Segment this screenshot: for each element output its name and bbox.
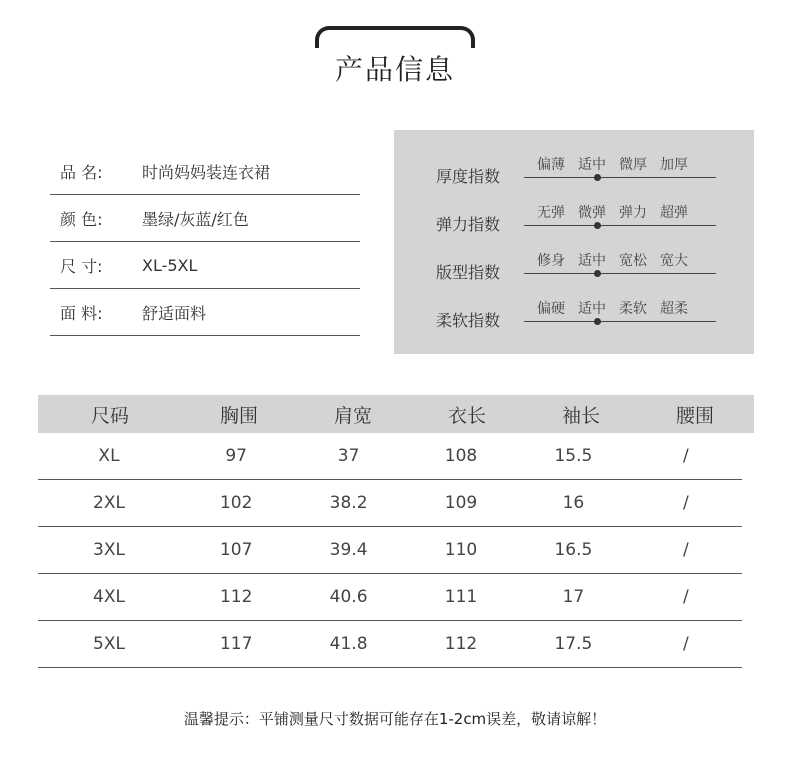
table-cell: 41.8 <box>329 634 368 654</box>
table-cell: 112 <box>444 634 478 654</box>
index-options <box>537 202 688 222</box>
table-row <box>38 433 742 480</box>
table-cell: 15.5 <box>554 446 593 466</box>
info-label: 面 料: <box>60 303 103 323</box>
info-row-name <box>50 148 360 195</box>
index-options <box>537 154 688 174</box>
table-cell: 16.5 <box>554 540 593 560</box>
table-row <box>38 480 742 527</box>
index-label: 柔软指数 <box>436 311 501 330</box>
index-marker <box>594 222 601 229</box>
info-row-size <box>50 242 360 289</box>
header-cell: 腰围 <box>675 404 714 427</box>
info-row-fabric <box>50 289 360 336</box>
table-cell: 17.5 <box>554 634 593 654</box>
info-value: 时尚妈妈装连衣裙 <box>142 162 271 182</box>
table-cell: 4XL <box>93 587 125 607</box>
header-cell: 衣长 <box>447 404 486 427</box>
index-option: 偏薄 <box>537 157 565 173</box>
header-cell: 胸围 <box>219 404 258 427</box>
index-option: 微厚 <box>619 157 647 173</box>
table-cell: 109 <box>444 493 478 513</box>
info-label: 尺 寸: <box>60 256 103 276</box>
table-row <box>38 574 742 621</box>
info-value: 墨绿/灰蓝/红色 <box>142 209 249 229</box>
info-value: XL-5XL <box>142 255 198 275</box>
table-cell: 97 <box>225 446 247 466</box>
index-option: 弹力 <box>619 205 647 221</box>
header-cell: 肩宽 <box>333 404 372 427</box>
index-option: 超弹 <box>660 205 688 221</box>
table-cell: 40.6 <box>329 587 368 607</box>
table-cell: / <box>682 446 689 466</box>
index-option-selected: 微弹 <box>578 205 606 221</box>
index-option: 宽大 <box>660 253 688 269</box>
index-scale-line <box>524 273 716 274</box>
table-cell: 117 <box>219 634 253 654</box>
index-marker <box>594 174 601 181</box>
table-cell: / <box>682 587 689 607</box>
table-cell: / <box>682 540 689 560</box>
index-option-selected: 适中 <box>578 157 606 173</box>
index-scale-line <box>524 321 716 322</box>
index-option-selected: 适中 <box>578 253 606 269</box>
table-cell: 17 <box>562 587 585 607</box>
table-cell: 37 <box>337 446 360 466</box>
table-cell: 38.2 <box>329 493 368 513</box>
product-info-list <box>50 148 360 336</box>
index-marker <box>594 270 601 277</box>
info-value: 舒适面料 <box>142 303 207 323</box>
index-option: 无弹 <box>537 205 565 221</box>
index-option: 修身 <box>537 253 565 269</box>
title-decoration <box>315 26 475 48</box>
table-cell: 108 <box>444 446 478 466</box>
table-cell: 107 <box>219 540 253 560</box>
size-table <box>38 395 754 668</box>
header-cell: 袖长 <box>561 404 600 427</box>
index-row-fit <box>394 246 754 286</box>
table-cell: / <box>682 493 689 513</box>
index-option: 柔软 <box>619 301 647 317</box>
index-option: 加厚 <box>660 157 688 173</box>
index-label: 厚度指数 <box>436 167 501 186</box>
table-cell: 102 <box>219 493 253 513</box>
page-title: 产品信息 <box>334 53 455 86</box>
header-cell: 尺码 <box>90 404 129 427</box>
index-option: 宽松 <box>619 253 647 269</box>
table-cell: 2XL <box>93 493 125 513</box>
index-option: 偏硬 <box>537 301 565 317</box>
index-panel <box>394 130 754 354</box>
table-cell: 5XL <box>93 634 125 654</box>
index-row-thickness <box>394 150 754 190</box>
index-label: 版型指数 <box>436 263 501 282</box>
table-cell: / <box>682 634 689 654</box>
size-table-header <box>38 395 754 433</box>
index-label: 弹力指数 <box>436 215 501 234</box>
info-row-color <box>50 195 360 242</box>
table-cell: 112 <box>219 587 253 607</box>
index-scale-line <box>524 177 716 178</box>
table-row <box>38 621 742 668</box>
table-cell: 3XL <box>93 540 125 560</box>
index-options <box>537 298 688 318</box>
table-cell: 110 <box>444 540 478 560</box>
table-cell: 111 <box>444 587 478 607</box>
table-cell: XL <box>98 446 120 466</box>
index-row-elasticity <box>394 198 754 238</box>
info-label: 品 名: <box>60 162 103 182</box>
table-cell: 39.4 <box>329 540 368 560</box>
index-row-softness <box>394 294 754 334</box>
index-marker <box>594 318 601 325</box>
measurement-note: 温馨提示：平铺测量尺寸数据可能存在1-2cm误差，敬请谅解！ <box>183 710 607 728</box>
index-scale-line <box>524 225 716 226</box>
index-options <box>537 250 688 270</box>
info-label: 颜 色: <box>60 209 103 229</box>
index-option-selected: 适中 <box>578 301 606 317</box>
table-row <box>38 527 742 574</box>
table-cell: 16 <box>562 493 585 513</box>
index-option: 超柔 <box>660 301 688 317</box>
